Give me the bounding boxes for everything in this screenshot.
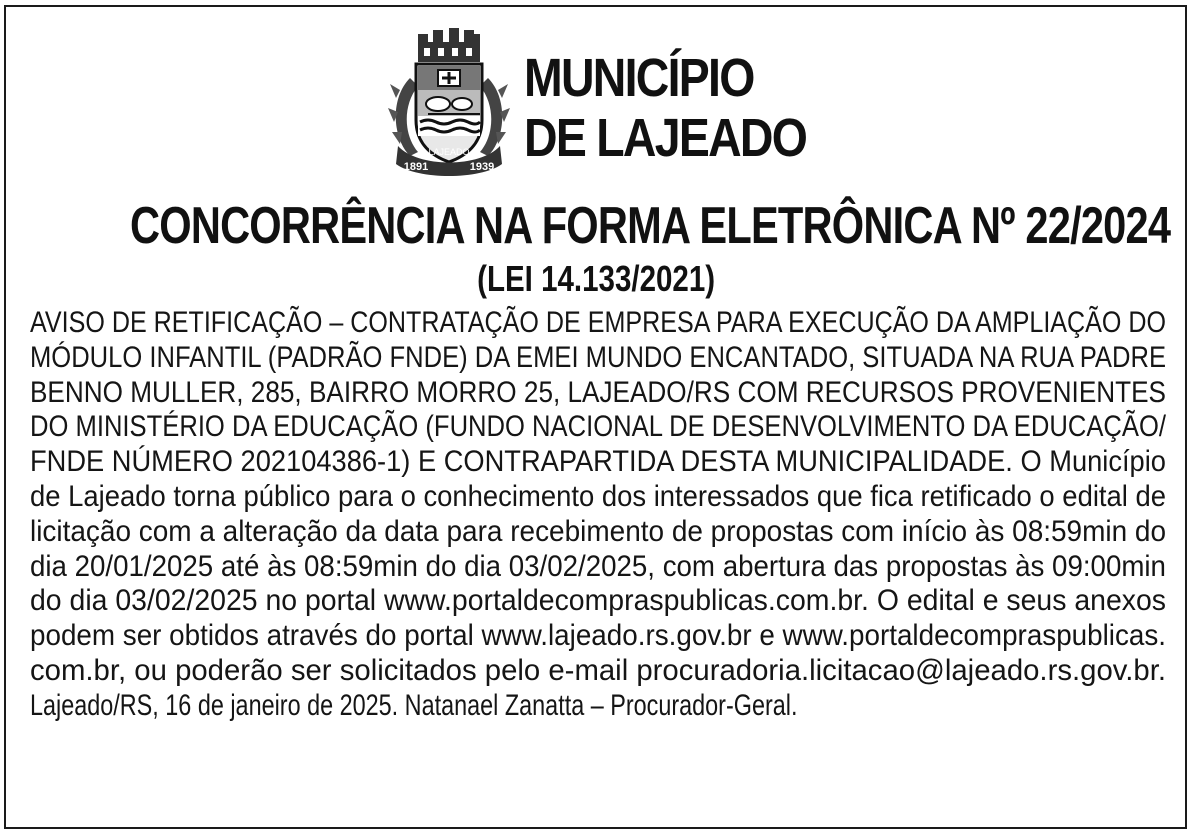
body-line [30, 410, 1166, 445]
notice-body [30, 306, 1166, 724]
body-line-text: podem ser obtidos através do portal www.lajeado.rs.gov.br e www.portaldecompraspublicas. [30, 619, 1167, 653]
body-line-text: AVISO DE RETIFICAÇÃO – CONTRATAÇÃO DE EMPRESA PARA EXECUÇÃO DA AMPLIAÇÃO DO [30, 306, 1167, 339]
body-line-text: FNDE NÚMERO 202104386-1) E CONTRAPARTIDA DESTA MUNICIPALIDADE. O Município [30, 445, 1166, 479]
body-line [30, 376, 1166, 411]
body-line [30, 689, 1166, 724]
notice-subtitle: (LEI 14.133/2021) [477, 258, 716, 299]
notice-title: CONCORRÊNCIA NA FORMA ELETRÔNICA Nº 22/2024 [130, 197, 1171, 255]
body-line-text: do dia 03/02/2025 no portal www.portaldecompraspublicas.com.br. O edital e seus anexos [30, 584, 1166, 618]
body-line [30, 619, 1166, 654]
body-line-text: BENNO MULLER, 285, BAIRRO MORRO 25, LAJEADO/RS COM RECURSOS PROVENIENTES [30, 375, 1166, 409]
body-line-text: com.br, ou poderão ser solicitados pelo e-mail procuradoria.licitacao@lajeado.rs.gov.br. [30, 653, 1167, 687]
notice-subtitle-row [0, 258, 1193, 300]
municipality-name [524, 48, 807, 168]
crest-ribbon-text: LAJEADO [428, 147, 470, 157]
body-line-text: Lajeado/RS, 16 de janeiro de 2025. Natanael Zanatta – Procurador-Geral. [30, 688, 798, 722]
crest-year-right: 1939 [469, 161, 495, 173]
body-line-text: dia 20/01/2025 até às 08:59min do dia 03/02/2025, com abertura das propostas às 09:00min [30, 549, 1166, 583]
crest-year-left: 1891 [403, 161, 429, 173]
body-line [30, 445, 1166, 480]
body-line-text: de Lajeado torna público para o conhecimento dos interessados que fica retificado o edital de [30, 479, 1167, 513]
coat-of-arms-icon [388, 28, 510, 176]
body-line [30, 480, 1166, 515]
header [388, 28, 808, 178]
body-line [30, 341, 1166, 376]
municipality-line-1: MUNICÍPIO [524, 48, 754, 108]
body-line [30, 515, 1166, 550]
body-line [30, 550, 1166, 585]
body-line [30, 306, 1166, 341]
body-line-text: licitação com a alteração da data para recebimento de propostas com início às 08:59min do [30, 514, 1167, 548]
body-line-text: MÓDULO INFANTIL (PADRÃO FNDE) DA EMEI MUNDO ENCANTADO, SITUADA NA RUA PADRE [30, 340, 1167, 374]
body-line [30, 654, 1166, 689]
body-line [30, 584, 1166, 619]
body-line-text: DO MINISTÉRIO DA EDUCAÇÃO (FUNDO NACIONAL DE DESENVOLVIMENTO DA EDUCAÇÃO/ [30, 410, 1167, 444]
notice-title-row [0, 196, 1193, 256]
municipality-line-2: DE LAJEADO [524, 108, 807, 168]
